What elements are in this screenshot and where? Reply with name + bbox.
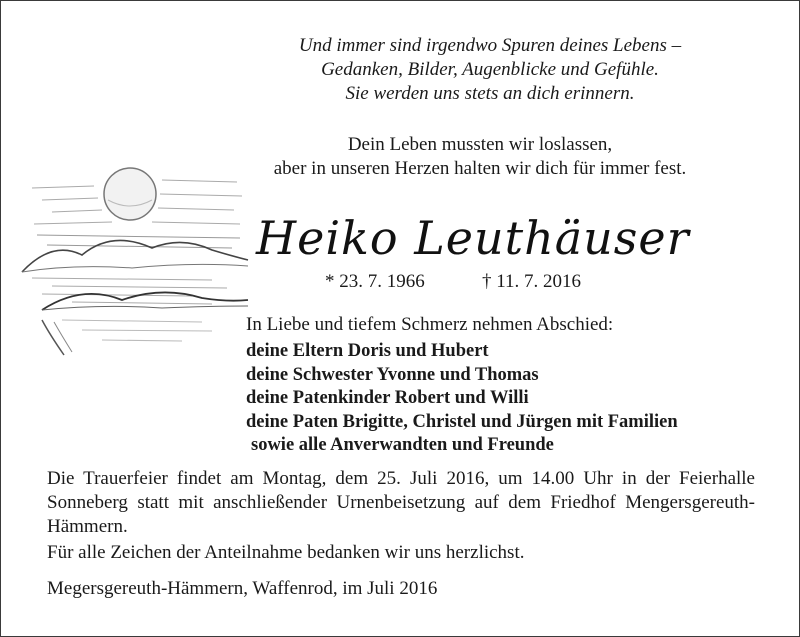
funeral-service-info: Die Trauerfeier findet am Montag, dem 25. Juli 2016, um 14.00 Uhr in der Feierhalle Sonneberg statt mit anschließender Urnenbeisetzung auf dem Friedhof Mengersgereuth-Hämmern. xyxy=(47,468,755,537)
list-item: deine Patenkinder Robert und Willi xyxy=(246,388,529,408)
motto-line: Dein Leben mussten wir loslassen, xyxy=(347,134,613,155)
birth-date: * 23. 7. 1966 xyxy=(325,271,425,292)
mourners-list xyxy=(246,340,678,458)
poem xyxy=(240,34,740,106)
poem-line: Und immer sind irgendwo Spuren deines Lebens – xyxy=(298,35,682,56)
list-item: sowie alle Anverwandten und Freunde xyxy=(251,435,554,455)
list-item: deine Eltern Doris und Hubert xyxy=(246,341,489,361)
death-date: † 11. 7. 2016 xyxy=(482,271,582,292)
deceased-name: Heiko Leuthäuser xyxy=(256,211,690,265)
farewell-intro: In Liebe und tiefem Schmerz nehmen Abschied: xyxy=(246,314,614,335)
list-item: deine Paten Brigitte, Christel und Jürgen mit Familien xyxy=(246,411,678,432)
poem-line: Gedanken, Bilder, Augenblicke und Gefühle. xyxy=(321,59,659,80)
place-and-date: Megersgereuth-Hämmern, Waffenrod, im Juli 2016 xyxy=(47,578,438,599)
motto xyxy=(220,133,740,181)
list-item: deine Schwester Yvonne und Thomas xyxy=(246,364,539,385)
motto-line: aber in unseren Herzen halten wir dich für immer fest. xyxy=(273,158,687,179)
thanks-note: Für alle Zeichen der Anteilnahme bedanken wir uns herzlichst. xyxy=(47,542,525,563)
moon-landscape-icon xyxy=(12,160,250,360)
poem-line: Sie werden uns stets an dich erinnern. xyxy=(345,83,635,104)
